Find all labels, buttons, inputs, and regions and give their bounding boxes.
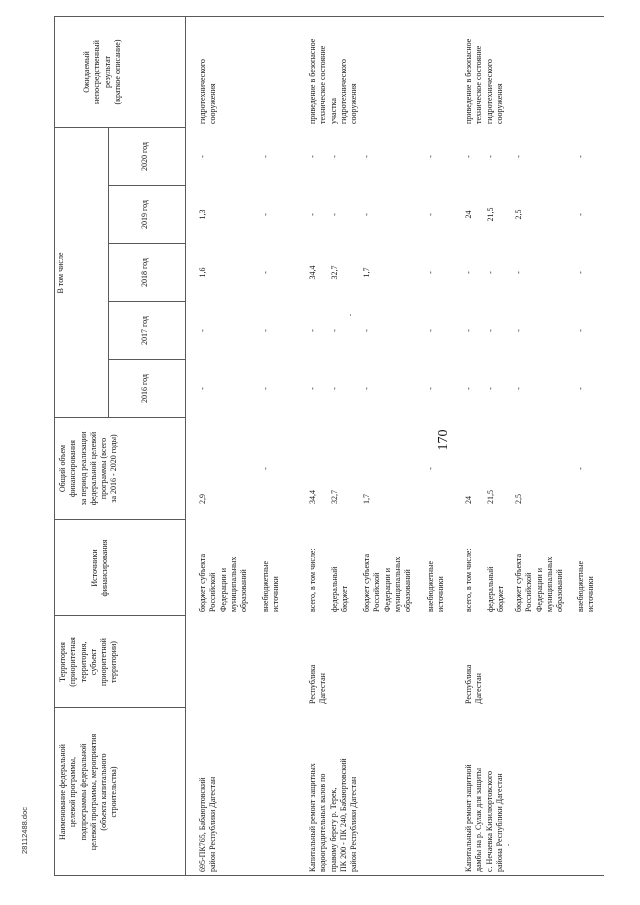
y2020-cell: - — [362, 155, 371, 158]
y2017-cell: - — [426, 329, 435, 332]
source-cell: федеральный бюджет — [330, 566, 350, 612]
table-border-left — [54, 875, 604, 876]
y2018-cell: 34,4 — [308, 265, 317, 280]
y2020-cell: - — [486, 155, 495, 158]
y2019-cell: 21,5 — [486, 207, 495, 222]
col-divider-9 — [54, 127, 185, 128]
y2020-cell: - — [514, 155, 523, 158]
y2019-cell: - — [308, 213, 317, 216]
rotated-table-sheet — [50, 16, 610, 876]
total-cell: 24 — [464, 496, 473, 504]
y2019-cell: - — [576, 213, 585, 216]
total-cell: 2,9 — [198, 494, 207, 504]
total-cell: 32,7 — [330, 490, 339, 504]
y2016-cell: - — [261, 387, 270, 390]
total-cell: 2,5 — [514, 494, 523, 504]
scan-speck — [508, 844, 509, 846]
header-sources: Источники финансирования — [90, 539, 110, 597]
source-cell: федеральный бюджет — [486, 566, 506, 612]
header-result: Ожидаемый непосредственный результат (краткое описание) — [82, 39, 122, 105]
source-cell: внебюджетные источники — [576, 561, 596, 612]
col-divider-2 — [54, 615, 185, 616]
page-number: 170 — [436, 429, 451, 451]
total-cell: 1,7 — [362, 494, 371, 504]
row-result: приведение в безопасное техническое состояние участка гидротехнического сооружения — [308, 38, 359, 124]
total-cell: 34,4 — [308, 490, 317, 504]
y2019-cell: 24 — [464, 210, 473, 219]
header-name: Наименование федеральной целевой программы, подпрограммы федеральной целевой программы, мероприятия (объекта капитального строительства) — [58, 733, 119, 851]
header-territory: Территория (приоритетная территория, субъект приоритетной территории) — [58, 637, 119, 687]
y2017-cell: - — [308, 329, 317, 332]
y2018-cell: - — [261, 271, 270, 274]
y2017-cell: - — [464, 329, 473, 332]
y2017-cell: - — [261, 329, 270, 332]
y2018-cell: - — [464, 271, 473, 274]
y2016-cell: - — [426, 387, 435, 390]
row-territory: Республика Дагестан — [308, 664, 328, 704]
row-result: гидротехнического сооружения — [198, 59, 218, 124]
source-cell: внебюджетные источники — [426, 561, 446, 612]
y2017-cell: - — [576, 329, 585, 332]
header-total: Общий объем финансирования за период реализации федеральной целевой программы (всего за 2016 - 2020 годы) — [58, 431, 119, 506]
y2019-cell: - — [362, 213, 371, 216]
source-cell: бюджет субъекта Российской Федерации и муниципальных образований — [362, 553, 413, 612]
y2018-cell: 32,7 — [330, 265, 339, 280]
header-year-2018: 2018 год — [140, 258, 149, 287]
y2017-cell: - — [198, 329, 207, 332]
total-cell: - — [261, 467, 270, 470]
y2020-cell: - — [198, 155, 207, 158]
y2016-cell: - — [464, 387, 473, 390]
header-year-2020: 2020 год — [140, 142, 149, 171]
y2019-cell: - — [426, 213, 435, 216]
y2016-cell: - — [576, 387, 585, 390]
total-cell: - — [576, 467, 585, 470]
header-in-that: В том числе — [56, 252, 65, 294]
col-divider-1 — [54, 707, 185, 708]
y2016-cell: - — [362, 387, 371, 390]
y2016-cell: - — [330, 387, 339, 390]
y2017-cell: - — [514, 329, 523, 332]
source-cell: внебюджетные источники — [261, 561, 281, 612]
y2016-cell: - — [514, 387, 523, 390]
table-border-top — [54, 16, 55, 876]
y2016-cell: - — [486, 387, 495, 390]
total-cell: 21,5 — [486, 490, 495, 504]
col-divider-4 — [54, 417, 185, 418]
y2020-cell: - — [330, 155, 339, 158]
y2018-cell: 1,6 — [198, 267, 207, 278]
source-cell: бюджет субъекта Российской Федерации и муниципальных образований — [514, 553, 565, 612]
row-result: приведение в безопасное техническое состояние гидротехнического сооружения — [464, 38, 504, 124]
header-year-2017: 2017 год — [140, 316, 149, 345]
source-cell: всего, в том числе: — [464, 548, 473, 612]
y2020-cell: - — [308, 155, 317, 158]
total-cell: - — [426, 467, 435, 470]
table-border-right — [54, 16, 604, 17]
col-divider-3 — [54, 519, 185, 520]
y2020-cell: - — [426, 155, 435, 158]
header-year-2019: 2019 год — [140, 200, 149, 229]
scan-speck — [350, 314, 351, 316]
y2018-cell: - — [426, 271, 435, 274]
y2018-cell: 1,7 — [362, 267, 371, 278]
y2016-cell: - — [198, 387, 207, 390]
y2018-cell: - — [486, 271, 495, 274]
in-that-rule — [108, 128, 109, 418]
footer-filename: 28112488.doc — [20, 807, 29, 854]
y2020-cell: - — [261, 155, 270, 158]
y2018-cell: - — [576, 271, 585, 274]
y2020-cell: - — [576, 155, 585, 158]
y2018-cell: - — [514, 271, 523, 274]
y2016-cell: - — [308, 387, 317, 390]
row-name: Капитальный ремонт защитных водооградительных валов по правому берегу р. Терек, ПК 200 - ПК 240, Бабаюртовский район Республики Дагестан — [308, 758, 359, 872]
y2019-cell: 1,3 — [198, 209, 207, 220]
y2019-cell: - — [330, 213, 339, 216]
y2017-cell: - — [330, 329, 339, 332]
y2017-cell: - — [362, 329, 371, 332]
source-cell: всего, в том числе: — [308, 548, 317, 612]
y2017-cell: - — [486, 329, 495, 332]
y2019-cell: - — [261, 213, 270, 216]
header-year-2016: 2016 год — [140, 374, 149, 403]
y2019-cell: 2,5 — [514, 209, 523, 220]
header-bottom-rule — [185, 16, 186, 876]
source-cell: бюджет субъекта Российской Федерации и муниципальных образований — [198, 553, 249, 612]
row-name: Капитальный ремонт защитной дамбы на р. Сулак для защиты с. Нечаевка Кизилюртовского района Республики Дагестан — [464, 764, 504, 872]
row-name: 695-ПК765, Бабаюртовский район Республики Дагестан — [198, 776, 218, 872]
y2020-cell: - — [464, 155, 473, 158]
row-territory: Республика Дагестан — [464, 664, 484, 704]
